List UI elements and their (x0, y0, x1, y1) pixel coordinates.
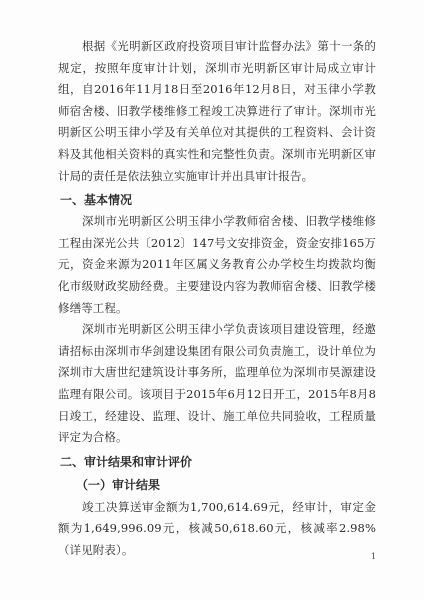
document-body (58, 36, 376, 561)
intro-paragraph: 根据《光明新区政府投资项目审计监督办法》第十一条的规定，按照年度审计计划，深圳市光明新区审计局成立审计组，自2016年11月18日至2016年12月8日，对玉律小学教师宿舍楼、旧教学楼维修工程竣工决算进行了审计。深圳市光明新区公明玉律小学及有关单位对其提供的工程资料、会计资料及其他相关资料的真实性和完整性负责。深圳市光明新区审计局的责任是依法独立实施审计并出具审计报告。 (58, 39, 376, 183)
section-heading-basic-info: 一、基本情况 (60, 193, 133, 208)
subsection-heading-audit-result: （一）审计结果 (76, 477, 161, 492)
page-number: 1 (371, 552, 377, 561)
basic-info-paragraph-funding: 深圳市光明新区公明玉律小学教师宿舍楼、旧教学楼维修工程由深光公共〔2012〕147号文安排资金，资金安排165万元，资金来源为2011年区属义务教育公办学校生均拨款均衡化市级财政奖励经费。主要建设内容为教师宿舍楼、旧教学楼修缮等工程。 (58, 214, 376, 315)
basic-info-paragraph-construction: 深圳市光明新区公明玉律小学负责该项目建设管理，经邀请招标由深圳市华剑建设集团有限公司负责施工，设计单位为深圳市大唐世纪建筑设计事务所，监理单位为深圳市昊源建设监理有限公司。该项目于2015年6月12日开工，2015年8月8日竣工，经建设、监理、设计、施工单位共同验收，工程质量评定为合格。 (58, 322, 376, 445)
audit-result-paragraph: 竣工决算送审金额为1,700,614.69元，经审计，审定金额为1,649,996.09元，核减50,618.60元，核减率2.98%（详见附表）。 (58, 499, 376, 557)
section-heading-audit-results: 二、审计结果和审计评价 (60, 454, 193, 469)
